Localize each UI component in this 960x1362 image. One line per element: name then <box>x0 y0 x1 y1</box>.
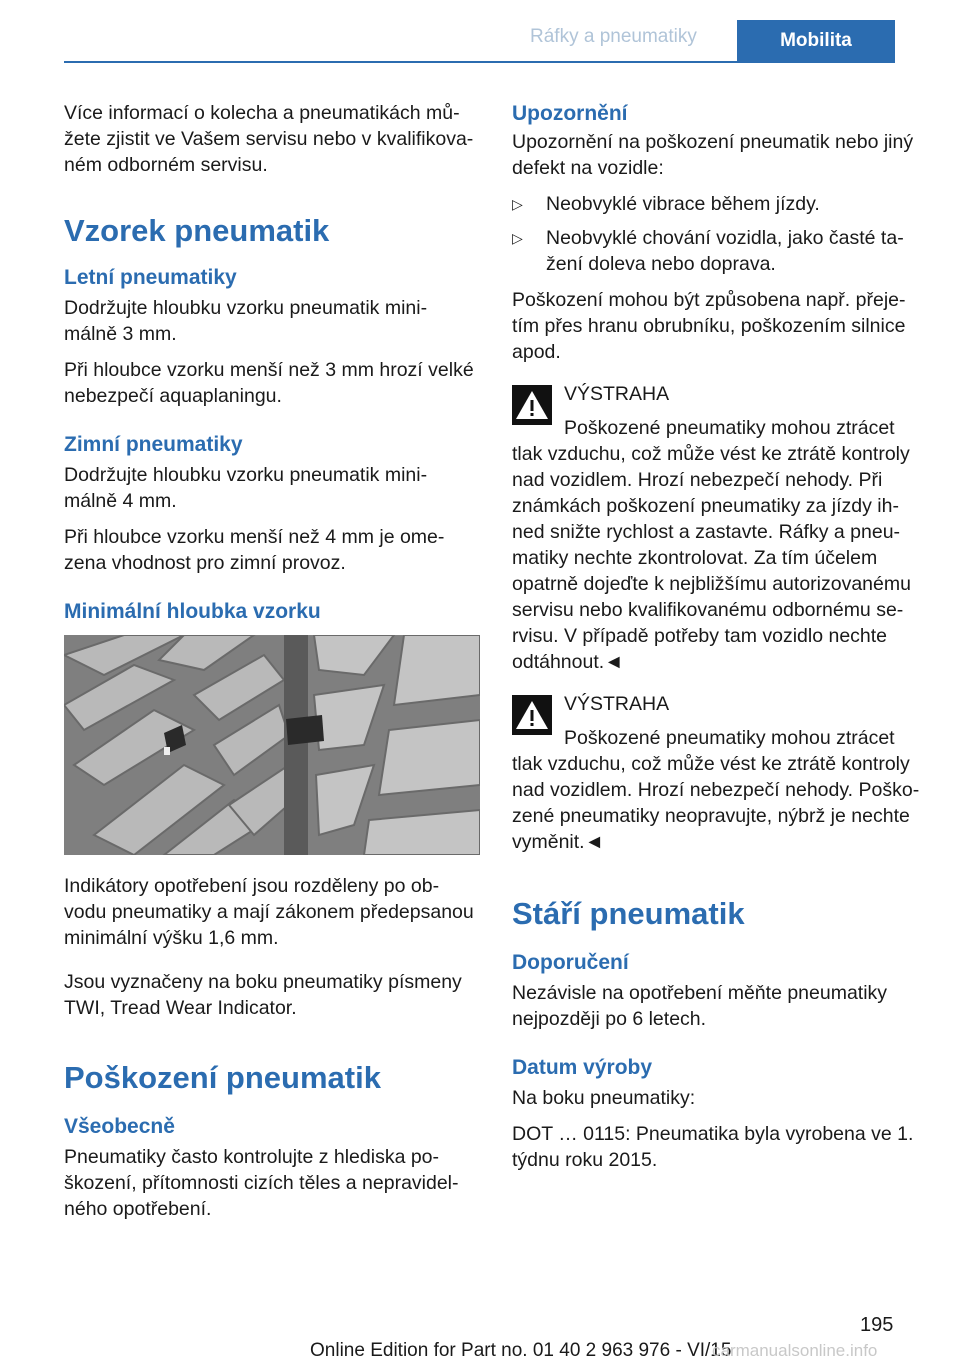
triangle-bullet-icon: ▷ <box>512 230 523 246</box>
right-column <box>512 100 927 1183</box>
list-item <box>512 225 927 277</box>
header-rule <box>64 61 895 63</box>
summer-tires-p1: Dodržujte hloubku vzorku pneumatik mini-málně 3 mm. <box>64 297 428 345</box>
tread-heading: Vzorek pneumatik <box>64 213 330 248</box>
damage-heading: Poškození pneumatik <box>64 1060 381 1095</box>
winter-tires-p2: Při hloubce vzorku menší než 4 mm je ome-zena vhodnost pro zimní provoz. <box>64 526 445 574</box>
notice-heading: Upozornění <box>512 102 628 125</box>
warning-text: Poškozené pneumatiky mohou ztrácet tlak vzduchu, což může vést ke ztrátě kontroly nad vozidlem. Hrozí nebezpečí nehody. Poško-zené pneumatiky neopravujte, nýbrž je nechte vyměnit.◄ <box>512 727 920 853</box>
manufacture-date-p2: DOT … 0115: Pneumatika byla vyrobena ve 1. týdnu roku 2015. <box>512 1123 914 1171</box>
general-paragraph: Pneumatiky často kontrolujte z hlediska po-škození, přítomnosti cizích těles a nepravidel-ného opotřebení. <box>64 1146 459 1220</box>
list-item-text: Neobvyklé chování vozidla, jako časté ta-žení doleva nebo doprava. <box>546 227 904 275</box>
indicator-paragraph-1: Indikátory opotřebení jsou rozděleny po ob-vodu pneumatiky a mají zákonem předepsanou minimální výšku 1,6 mm. <box>64 875 474 949</box>
warning-triangle-icon <box>512 695 552 735</box>
notice-paragraph: Upozornění na poškození pneumatik nebo jiný defekt na vozidle: <box>512 131 914 179</box>
header-active-tab: Mobilita <box>737 20 895 62</box>
indicator-paragraph-2: Jsou vyznačeny na boku pneumatiky písmeny TWI, Tread Wear Indicator. <box>64 971 462 1019</box>
page-header <box>0 0 960 62</box>
min-depth-heading: Minimální hloubka vzorku <box>64 600 321 623</box>
tire-age-heading: Stáří pneumatik <box>512 896 745 931</box>
general-heading: Všeobecně <box>64 1115 175 1138</box>
manufacture-date-p1: Na boku pneumatiky: <box>512 1087 696 1109</box>
warning-triangle-icon <box>512 385 552 425</box>
winter-tires-p1: Dodržujte hloubku vzorku pneumatik mini-málně 4 mm. <box>64 464 428 512</box>
wear-indicator-right-icon <box>286 715 324 745</box>
watermark: carmanualsonline.info <box>712 1341 878 1360</box>
tread-wear-indicator-figure <box>64 635 480 855</box>
header-section-title: Ráfky a pneumatiky <box>530 26 697 47</box>
intro-paragraph: Více informací o kolecha a pneumatikách mů-žete zjistit ve Vašem servisu nebo v kvalifikova-ném odborném servisu. <box>64 102 474 176</box>
manufacture-date-heading: Datum výroby <box>512 1056 653 1079</box>
warning-title: VÝSTRAHA <box>564 383 670 405</box>
summer-tires-p2: Při hloubce vzorku menší než 3 mm hrozí velké nebezpečí aquaplaningu. <box>64 359 474 407</box>
warning-title: VÝSTRAHA <box>564 693 670 715</box>
left-column <box>64 100 480 1232</box>
damage-cause-paragraph: Poškození mohou být způsobena např. přeje-tím přes hranu obrubníku, poškozením silnice apod. <box>512 289 906 363</box>
list-item-text: Neobvyklé vibrace během jízdy. <box>546 193 820 215</box>
summer-tires-heading: Letní pneumatiky <box>64 266 237 289</box>
warning-block <box>512 381 927 675</box>
warning-block <box>512 691 927 855</box>
recommendation-paragraph: Nezávisle na opotřebení měňte pneumatiky nejpozději po 6 letech. <box>512 982 888 1030</box>
recommendation-heading: Doporučení <box>512 951 629 974</box>
page-number: 195 <box>860 1314 894 1336</box>
winter-tires-heading: Zimní pneumatiky <box>64 433 243 456</box>
triangle-bullet-icon: ▷ <box>512 196 523 212</box>
edition-label: Online Edition for Part no. 01 40 2 963 976 - VI/15 <box>310 1340 732 1361</box>
notice-bullet-list <box>512 191 927 277</box>
list-item <box>512 191 927 217</box>
tire-tread-illustration <box>64 635 480 855</box>
warning-text: Poškozené pneumatiky mohou ztrácet tlak vzduchu, což může vést ke ztrátě kontroly nad vozidlem. Hrozí nebezpečí nehody. Při známkách poškození pneumatiky za jízdy ih-ned snižte rychlost a zastavte. Ráfky a pneu-matiky nechte zkontrolovat. Za tím účelem opatrně dojeďte k nejbližšímu autorizovanému servisu nebo kvalifikovanému odbornému se-rvisu. V případě potřeby tam vozidlo nechte odtáhnout.◄ <box>512 417 911 673</box>
